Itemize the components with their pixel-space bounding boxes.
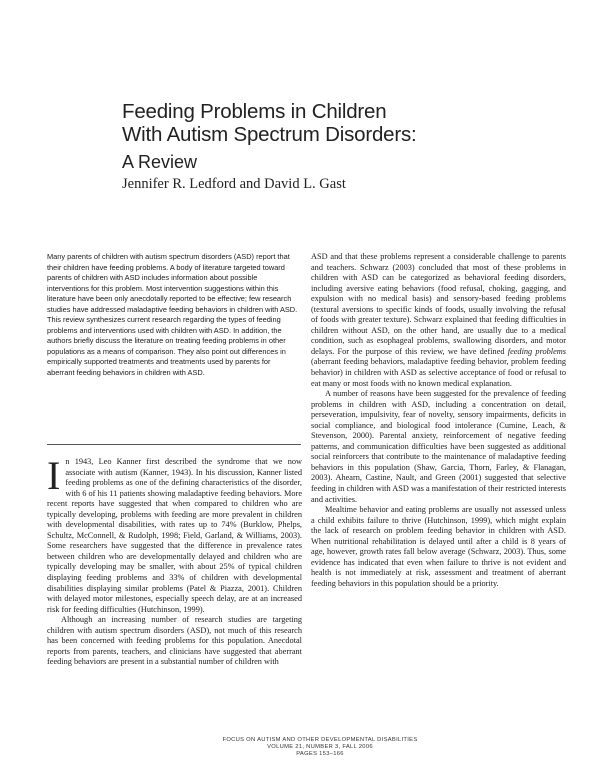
article-title: [122, 100, 562, 146]
body-column-left: [47, 453, 302, 668]
journal-pages: PAGES 153–166: [296, 751, 344, 758]
defined-term: feeding problems: [507, 346, 566, 356]
body-paragraph: A number of reasons have been suggested for the prevalence of feeding problems in children with ASD, including a concentration on detail, perseveration, impulsivity, fear of novelty, sensory impairments, deficits in social compliance, and biological food intolerance (Cumine, Leach, & Stevenson, 2000). Parental anxiety, reinforcement of negative feeding patterns, and communication difficulties have been suggested as additional social reinforcers that contribute to the maintenance of maladaptive feeding behaviors in this population (Shaw, Garcia, Thorn, Farley, & Flanagan, 2003). Ahearn, Castine, Nault, and Green (2001) suggested that selective feeding in children with ASD was a manifestation of their restricted interests and activities.: [311, 389, 566, 504]
abstract: Many parents of children with autism spectrum disorders (ASD) report that their children have feeding problems. A body of literature targeted toward parents of children with ASD includes information about possible interventions for this problem. Most intervention suggestions within this literature have been only anecdotally reported to be effective; few research studies have addressed maladaptive feeding behaviors in children with ASD. This review synthesizes current research regarding the types of feeding problems and interventions used with children with ASD. In addition, the authors briefly discuss the literature on treating feeding problems in other populations as a means of comparison. They also point out differences in empirically supported treatments and treatments used by parents for aberrant feeding behaviors in children with ASD.: [47, 252, 298, 377]
journal-name: FOCUS ON AUTISM AND OTHER DEVELOPMENTAL DISABILITIES: [222, 737, 418, 743]
article-authors: Jennifer R. Ledford and David L. Gast: [122, 176, 346, 192]
drop-cap: I: [47, 453, 61, 498]
body-paragraph: [47, 453, 302, 615]
body-paragraph: [311, 252, 566, 389]
paragraph-text: ASD and that these problems represent a considerable challenge to parents and teachers. Schwarz (2003) concluded that most of these problems in children with ASD can be categorized as behavioral feeding disorders, including aversive eating behaviors (food refusal, choking, gagging, and expulsion with no medical basis) and sensory-based feeding problems (textural aversions to specific kinds of foods, usually involving the refusal of foods with greater texture). Schwarz explained that feeding difficulties in children without ASD, on the other hand, are usually due to a medical condition, such as esophageal problems, swallowing disorders, and motor delays. For the purpose of this review, we have defined: [311, 252, 566, 356]
body-column-right: [311, 252, 566, 590]
paragraph-text: (aberrant feeding behaviors, maladaptive feeding behavior, problem feeding behavior) in children with ASD as selective acceptance of food or refusal to eat many or most foods with no known medical explanation.: [311, 357, 566, 388]
title-line-1: Feeding Problems in Children: [122, 100, 387, 123]
abstract-divider: [47, 444, 301, 445]
body-paragraph: Mealtime behavior and eating problems are usually not assessed unless a child exhibits failure to thrive (Hutchinson, 1999), which might explain the lack of research on problem feeding behavior in children with ASD. When nutritional rehabilitation is delayed until after a child is 8 years of age, however, growth rates fall below average (Schwarz, 2003). Thus, some evidence has indicated that even when failure to thrive is not evident and health is not immediately at risk, assessment and treatment of aberrant feeding behaviors in this population should be a priority.: [311, 505, 566, 588]
title-line-2: With Autism Spectrum Disorders:: [122, 123, 417, 146]
paragraph-text: n 1943, Leo Kanner first described the syndrome that we now associate with autism (Kanner, 1943). In his discussion, Kanner listed feeding problems as one of the defining characteristics of the disorder, with 6 of his 11 patients showing maladaptive feeding behaviors. More recent reports have suggested that when compared to children who are typically developing, problems with feeding are more prevalent in children with developmental disabilities, with rates up to 74% (Burklow, Phelps, Schultz, McConnell, & Rudolph, 1998; Field, Garland, & Williams, 2003). Some researchers have suggested that the difference in prevalence rates between children who are developmentally delayed and children who are typically developing may be smaller, with about 25% of typical children displaying feeding problems and 33% of children with developmental disabilities displaying similar problems (Patel & Piazza, 2001). Children with delayed motor milestones, especially speech delay, are at an increased risk for feeding difficulties (Hutchinson, 1999).: [47, 457, 302, 614]
body-paragraph: Although an increasing number of research studies are targeting children with autism spectrum disorders (ASD), not much of this research has been concerned with feeding problems for this population. Anecdotal reports from parents, teachers, and clinicians have suggested that aberrant feeding behaviors are present in a substantial number of children with: [47, 615, 302, 667]
journal-footer: [210, 737, 430, 759]
journal-volume: VOLUME 21, NUMBER 3, FALL 2006: [267, 744, 373, 751]
article-subtitle: A Review: [122, 152, 198, 172]
